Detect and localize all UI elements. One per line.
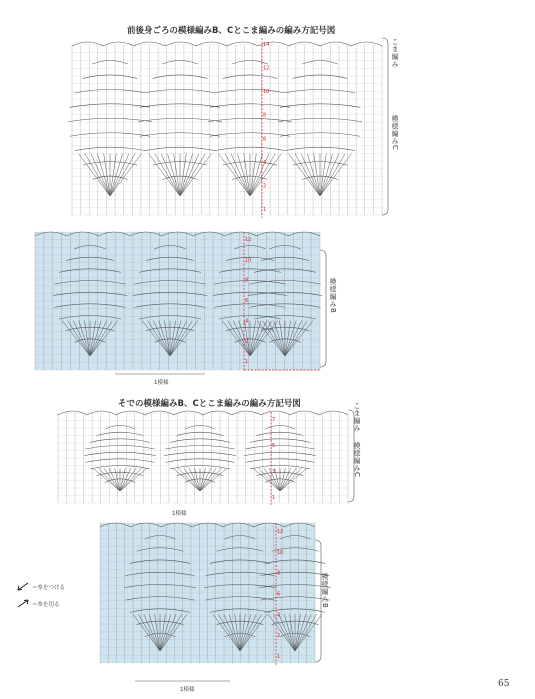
treble-stitch <box>320 154 326 196</box>
treble-stitch <box>110 154 129 196</box>
treble-stitch <box>155 154 180 196</box>
treble-stitch <box>180 154 186 196</box>
chart2-label-c: 模様編みC <box>353 442 361 478</box>
pineapple-stitch-row <box>285 147 355 151</box>
treble-stitch <box>104 154 110 196</box>
join-yarn-icon <box>18 583 28 590</box>
pineapple-stitch-row <box>83 75 138 79</box>
pineapple-stitch-row <box>232 61 267 65</box>
pineapple-stitch-row <box>223 75 278 79</box>
pineapple-stitch-row <box>164 452 236 456</box>
pineapple-stitch-row <box>140 133 220 137</box>
treble-stitch <box>110 154 135 196</box>
treble-stitch <box>200 468 222 491</box>
treble-stitch <box>225 154 250 196</box>
pineapple-stitch-row <box>90 439 150 443</box>
treble-stitch <box>258 468 280 491</box>
row-number: 12 <box>245 237 252 243</box>
row-number: 3 <box>272 469 276 475</box>
pineapple-stitch-row <box>75 89 145 93</box>
chart2-pattern-c <box>58 410 354 505</box>
pineapple-stitch-row <box>278 118 362 122</box>
row-number: 10 <box>277 549 284 556</box>
treble-stitch <box>250 154 256 196</box>
page-number: 65 <box>498 679 510 689</box>
treble-stitch <box>250 154 263 196</box>
chart2-repeat-label-b: 1模様 <box>180 687 195 693</box>
chart1-pattern-c <box>68 38 388 218</box>
chain-arc <box>165 42 196 46</box>
chart1-label-b: 模様編みB <box>329 278 337 314</box>
chain-arc <box>232 411 261 415</box>
pineapple-stitch-row <box>166 459 235 463</box>
treble-stitch <box>289 154 321 196</box>
pineapple-stitch-row <box>84 452 156 456</box>
row-number: 12 <box>263 65 270 72</box>
chain-arc <box>196 42 227 46</box>
row-number: 14 <box>263 42 270 48</box>
pineapple-stitch-row <box>138 118 222 122</box>
row-number: 5 <box>272 443 276 449</box>
pineapple-stitch-row <box>145 89 215 93</box>
row-number: 10 <box>263 89 270 96</box>
row-number: 4 <box>263 159 267 166</box>
chain-arc <box>58 411 87 415</box>
treble-stitch <box>120 468 142 491</box>
treble-stitch <box>320 154 345 196</box>
treble-stitch <box>120 468 131 491</box>
row-number: 1 <box>245 359 249 365</box>
treble-stitch <box>180 154 193 196</box>
row-number: 1 <box>277 654 281 660</box>
legend-cut-text: ＝糸を切る <box>32 602 60 608</box>
chain-arc <box>351 42 382 46</box>
pineapple-stitch-row <box>86 446 155 450</box>
legend-icons <box>18 583 28 607</box>
treble-stitch <box>231 154 250 196</box>
pineapple-stitch-row <box>215 147 285 151</box>
row-number: 6 <box>263 136 267 143</box>
chain-arc <box>145 411 174 415</box>
treble-stitch <box>174 154 180 196</box>
row-number: 1 <box>272 495 276 501</box>
row-number: 8 <box>277 570 281 577</box>
pineapple-stitch-row <box>250 439 310 443</box>
treble-stitch <box>280 468 291 491</box>
chart2-label-koma: こま編み <box>353 402 361 432</box>
chart1-label-c: 模様編みC <box>391 115 399 151</box>
row-number: 4 <box>277 612 281 619</box>
legend-join-text: ＝糸をつける <box>32 585 66 591</box>
treble-stitch <box>237 154 250 196</box>
treble-stitch <box>161 154 180 196</box>
row-number: 7 <box>272 417 276 423</box>
chart1-title: 前後身ごろの模様編みB、Cとこま編みの編み方記号図 <box>127 26 336 36</box>
chart2-pattern-b <box>100 523 331 681</box>
pineapple-stitch-row <box>302 61 337 65</box>
pineapple-stitch-row <box>185 426 215 430</box>
row-number: 8 <box>263 112 267 119</box>
pineapple-stitch-row <box>166 446 235 450</box>
pineapple-stitch-row <box>215 89 285 96</box>
row-number: 12 <box>277 529 284 535</box>
pineapple-stitch-row <box>92 61 127 65</box>
pineapple-stitch-row <box>86 459 155 463</box>
treble-stitch <box>180 154 199 196</box>
pineapple-stitch-row <box>285 89 355 93</box>
pineapple-stitch-row <box>75 147 145 151</box>
treble-stitch <box>85 154 110 196</box>
treble-stitch <box>91 154 110 196</box>
treble-stitch <box>110 154 142 196</box>
pineapple-stitch-row <box>105 426 135 430</box>
row-number: 2 <box>245 338 249 345</box>
row-number: 6 <box>277 591 281 598</box>
treble-stitch <box>110 154 116 196</box>
row-number: 2 <box>263 183 267 190</box>
pineapple-stitch-row <box>246 459 315 463</box>
chart1-repeat-label: 1模様 <box>154 380 169 386</box>
treble-stitch <box>97 154 110 196</box>
chain-arc <box>103 42 134 46</box>
row-number: 4 <box>245 318 249 325</box>
pineapple-stitch-row <box>153 75 208 79</box>
pineapple-stitch-row <box>246 446 315 450</box>
treble-stitch <box>109 468 120 491</box>
treble-stitch <box>180 154 212 196</box>
chain-arc <box>319 411 348 415</box>
treble-stitch <box>178 468 200 491</box>
pineapple-stitch-row <box>145 147 215 151</box>
treble-stitch <box>320 154 352 196</box>
chain-arc <box>320 42 351 46</box>
chart1-label-koma: こま編み <box>391 38 399 68</box>
pineapple-stitch-row <box>177 432 224 436</box>
treble-stitch <box>167 154 180 196</box>
row-number: 1 <box>263 207 267 213</box>
chart1-pattern-b <box>35 232 326 374</box>
pineapple-stitch-row <box>208 118 292 122</box>
row-number: 6 <box>245 298 249 304</box>
cut-yarn-icon <box>18 600 28 607</box>
pineapple-stitch-row <box>97 432 144 436</box>
row-number: 2 <box>277 633 281 640</box>
pineapple-stitch-row <box>170 439 230 443</box>
treble-stitch <box>79 154 111 196</box>
treble-stitch <box>314 154 320 196</box>
treble-stitch <box>244 154 250 196</box>
chain-arc <box>72 42 103 46</box>
treble-stitch <box>200 468 211 491</box>
bracket <box>320 250 326 367</box>
treble-stitch <box>219 154 251 196</box>
chart2-repeat-label-c: 1模様 <box>172 511 187 517</box>
chart2-title: そでの模様編みB、Cとこま編みの編み方記号図 <box>118 399 301 409</box>
pineapple-stitch-row <box>210 133 290 137</box>
pineapple-stitch-row <box>70 133 150 137</box>
chain-arc <box>227 42 258 46</box>
treble-stitch <box>280 468 302 491</box>
treble-stitch <box>301 154 320 196</box>
treble-stitch <box>320 154 339 196</box>
treble-stitch <box>295 154 320 196</box>
row-number: 8 <box>245 277 249 284</box>
treble-stitch <box>110 154 123 196</box>
pineapple-stitch-row <box>265 426 295 430</box>
pineapple-stitch-row <box>257 432 304 436</box>
chart2-label-b: 模様編みB <box>321 573 329 609</box>
bracket <box>382 38 388 215</box>
row-number: 10 <box>245 257 252 264</box>
pineapple-stitch-row <box>280 133 360 137</box>
treble-stitch <box>307 154 320 196</box>
